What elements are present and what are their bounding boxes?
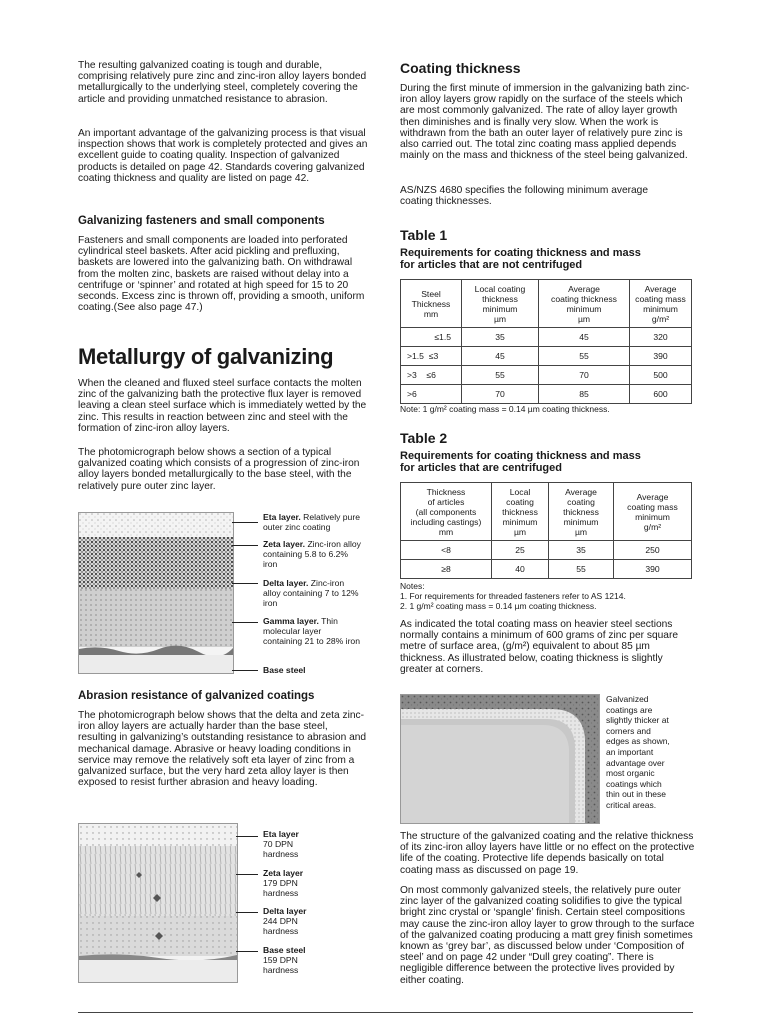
leader-line [232,545,258,546]
metallurgy-heading: Metallurgy of galvanizing [78,344,334,369]
table-cell: >6 [401,385,462,404]
leader-line [236,951,258,952]
coating-layers-micrograph-image [79,513,233,673]
caption-line: slightly thicker at [606,715,669,726]
table-cell: 45 [539,328,630,347]
metallurgy-paragraph-1: When the cleaned and fluxed steel surface contacts the molten zinc of the galvanizing bath the protective flux layer is removed leaving a clean steel surface which is immediately wetted by the zinc. This results in reaction between zinc and steel with the formation of zinc-iron alloy layers. [78,378,367,434]
eta-hardness-label: Eta layer 70 DPN hardness [263,829,299,859]
table1-note: Note: 1 g/m² coating mass = 0.14 µm coating thickness. [400,404,610,414]
caption-line: coatings are [606,704,653,715]
table2-title: Table 2 [400,430,448,446]
table-row [401,366,692,385]
table1-header-cell: Average coating thickness minimum µm [539,280,630,328]
caption-line: corners and [606,725,651,736]
table1-header-cell: Local coating thickness minimum µm [462,280,539,328]
leader-line [232,670,258,671]
caption-line: an important [606,746,654,757]
table-cell: 85 [539,385,630,404]
table2-header-cell: Thickness of articles (all components including castings) mm [401,483,492,541]
intro-paragraph-2: An important advantage of the galvanizing process is that visual inspection shows that work is completely protected and gives an excellent guide to coating quality. Inspection of galvanized products is detailed on page 42. Standards covering galvanized coating thickness and quality are listed on page 42. [78,128,368,184]
corner-caption [606,694,696,811]
table-cell: 25 [492,541,549,560]
note-1: 1. For requirements for threaded fasteners refer to AS 1214. [400,591,626,601]
coating-mass-paragraph: As indicated the total coating mass on heavier steel sections normally contains a minimum of 600 grams of zinc per square metre of surface area, (g/m²) equivalent to about 85 µm thickness. As illustrated below, coating thickness is slightly greater at corners. [400,619,679,675]
caption-line: critical areas. [606,799,657,810]
leader-line [236,912,258,913]
table2-header-cell: Local coating thickness minimum µm [492,483,549,541]
fasteners-paragraph: Fasteners and small components are loaded into perforated cylindrical steel baskets. After acid pickling and prefluxing, baskets are lowered into the galvanizing bath. On withdrawal from the molten zinc, baskets are raised without delay into a centrifuge or ‘spinner’ and rotated at high speed for 15 to 20 seconds. Excess zinc is thrown off, providing a smooth, uniform coating.(See also page 47.) [78,235,365,314]
caption-line: advantage over [606,757,665,768]
eta-layer-label: Eta layer. Relatively pure outer zinc coating [263,512,360,532]
table-cell: 55 [539,347,630,366]
table-cell: 320 [630,328,692,347]
table-cell: 390 [614,560,692,579]
delta-layer-label: Delta layer. Zinc-iron alloy containing 7 to 12% iron [263,578,359,608]
coating-paragraph-1: During the first minute of immersion in the galvanizing bath zinc-iron alloy layers grow rapidly on the surface of the steels which are most commonly galvanized. The rate of alloy layer growth then diminishes and is finally very slow. When the work is withdrawn from the bath an outer layer of relatively pure zinc is also carried out. The total zinc coating mass applied depends mainly on the mass and thickness of the steel being galvanized. [400,83,690,162]
table-cell: 35 [462,328,539,347]
abrasion-paragraph: The photomicrograph below shows that the delta and zeta zinc-iron alloy layers are actually harder than the base steel, resulting in galvanizing’s outstanding resistance to abrasion and mechanical damage. Abrasive or heavy loading conditions in service may remove the relatively soft eta layer of zinc from a galvanized surface, but the very hard zeta alloy layer is then exposed to resist further abrasion and heavy loading. [78,710,367,789]
caption-line: most organic [606,768,655,779]
leader-line [232,522,258,523]
caption-line: thin out in these [606,789,667,800]
caption-line: Galvanized [606,694,649,704]
coating-thickness-heading: Coating thickness [400,60,521,76]
leader-line [236,836,258,837]
table2-header-cell: Average coating mass minimum g/m² [614,483,692,541]
spangle-paragraph: On most commonly galvanized steels, the relatively pure outer zinc layer of the galvanized coating solidifies to give the typical bright zinc crystal or ‘spangle’ finish. Certain steel compositions may cause the zinc-iron alloy layer to grow through to the surface of the galvanized coating producing a matt grey finish sometimes known as ‘grey bar’, as discussed below under ‘Composition of steel’ and on page 42 under “Dull grey coating”. There is negligible difference between the protective lives provided by either coating. [400,885,695,986]
table1-header-cell: Steel Thickness mm [401,280,462,328]
table2-header-row [401,483,692,541]
base-steel-hardness-label: Base steel 159 DPN hardness [263,945,306,975]
corner-coating-photomicrograph [400,694,600,824]
zeta-hardness-label: Zeta layer 179 DPN hardness [263,868,304,898]
footer-rule [78,1012,693,1013]
leader-line [232,622,258,623]
hardness-micrograph-image [79,824,237,982]
note-2: 2. 1 g/m² coating mass = 0.14 µm coating thickness. [400,601,597,611]
table-cell: >1.5 ≤3 [401,347,462,366]
fasteners-heading: Galvanizing fasteners and small components [78,215,325,227]
coating-paragraph-2: AS/NZS 4680 specifies the following minimum average coating thicknesses. [400,185,649,208]
delta-hardness-label: Delta layer 244 DPN hardness [263,906,307,936]
table-cell: ≥8 [401,560,492,579]
table1-title: Table 1 [400,227,448,243]
coating-layers-photomicrograph [78,512,234,674]
table-cell: 45 [462,347,539,366]
table2-subtitle: Requirements for coating thickness and mass for articles that are centrifuged [400,450,641,474]
table-row [401,347,692,366]
base-steel-label: Base steel [263,665,306,675]
zeta-layer-label: Zeta layer. Zinc-iron alloy containing 5.8 to 6.2% iron [263,539,361,569]
table-cell: 55 [549,560,614,579]
table-cell: <8 [401,541,492,560]
table-cell: ≤1.5 [401,328,462,347]
abrasion-heading: Abrasion resistance of galvanized coatings [78,690,315,702]
table2 [400,482,692,579]
table1-subtitle: Requirements for coating thickness and mass for articles that are not centrifuged [400,247,641,271]
hardness-photomicrograph [78,823,238,983]
intro-paragraph-1: The resulting galvanized coating is tough and durable, comprising relatively pure zinc and zinc-iron alloy layers bonded metallurgically to the underlying steel, completely covering the article and providing unmatched resistance to abrasion. [78,60,367,105]
table-cell: 70 [462,385,539,404]
leader-line [232,583,258,584]
corner-micrograph-image [401,695,599,823]
table-row [401,560,692,579]
table1 [400,279,692,404]
table-row [401,328,692,347]
table-cell: 40 [492,560,549,579]
table1-header-row [401,280,692,328]
table-cell: 600 [630,385,692,404]
caption-line: coatings which [606,778,662,789]
table1-header-cell: Average coating mass minimum g/m² [630,280,692,328]
table-row [401,385,692,404]
gamma-layer-label: Gamma layer. Thin molecular layer containing 21 to 28% iron [263,616,360,646]
table2-notes [400,581,626,611]
metallurgy-paragraph-2: The photomicrograph below shows a section of a typical galvanized coating which consists of a progression of zinc-iron alloy layers bonded metallurgically to the base steel, with the relatively pure outer zinc layer. [78,447,360,492]
table2-header-cell: Average coating thickness minimum µm [549,483,614,541]
table-cell: >3 ≤6 [401,366,462,385]
table-cell: 70 [539,366,630,385]
table-cell: 55 [462,366,539,385]
table-row [401,541,692,560]
table-cell: 35 [549,541,614,560]
table-cell: 390 [630,347,692,366]
structure-paragraph: The structure of the galvanized coating and the relative thickness of its zinc-iron alloy layers have little or no effect on the protective life of the coating. Protective life depends basically on total coating mass as discussed on page 19. [400,831,695,876]
caption-line: edges as shown, [606,736,670,747]
table-cell: 500 [630,366,692,385]
notes-title: Notes: [400,581,425,591]
leader-line [236,874,258,875]
table-cell: 250 [614,541,692,560]
